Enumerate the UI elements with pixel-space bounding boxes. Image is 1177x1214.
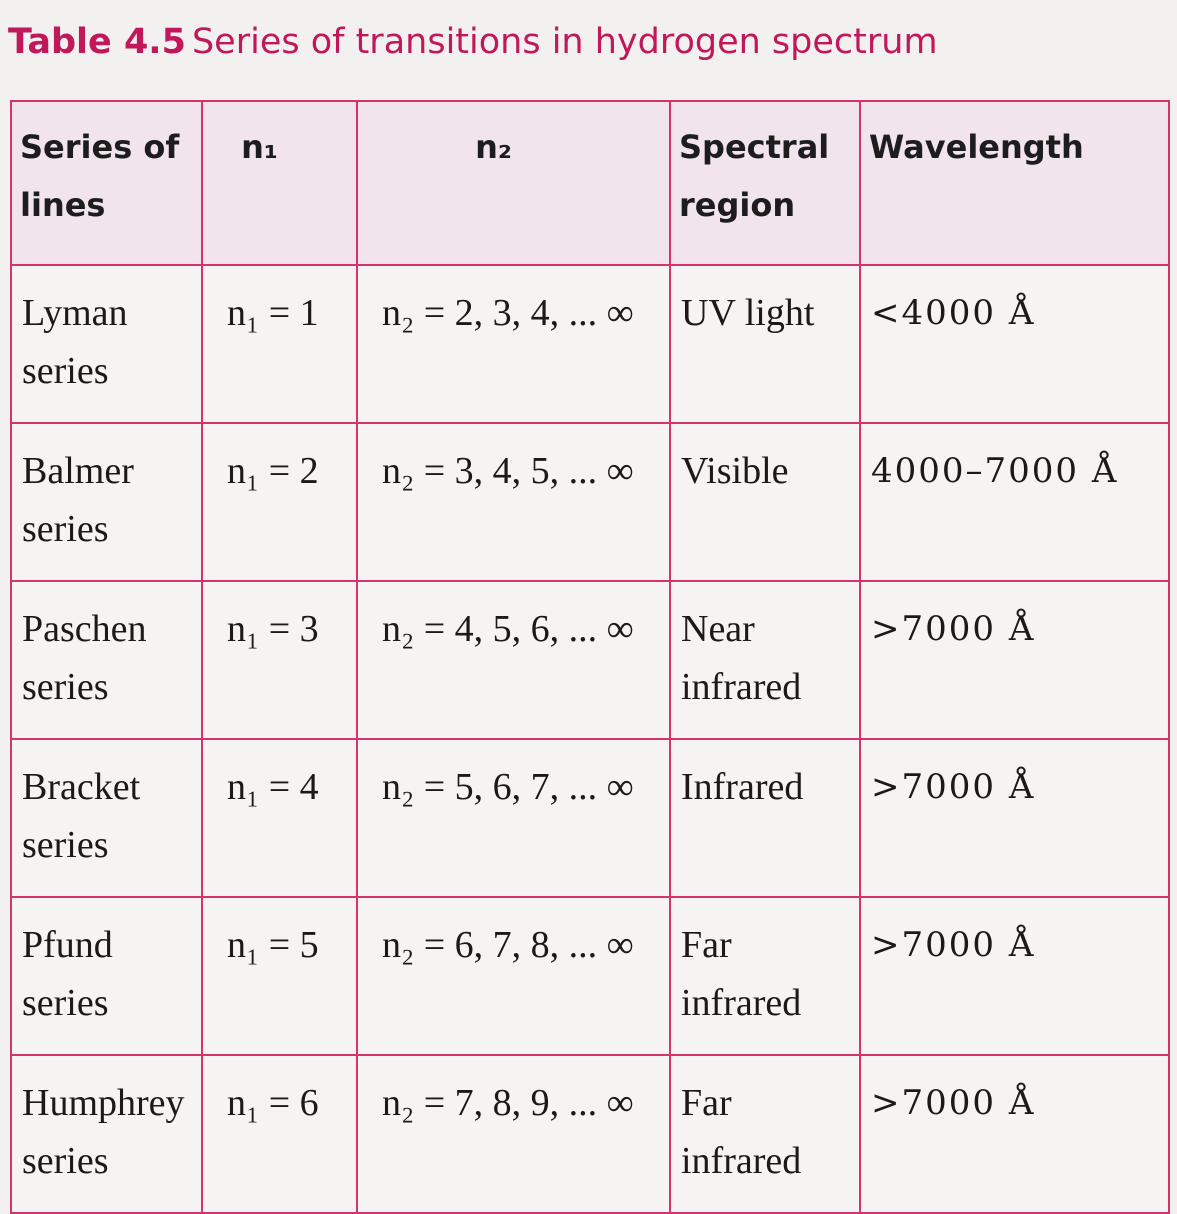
cell-wavelength: >7000 Å [860,739,1169,897]
cell-n2: n₂ = 3, 4, 5, ... ∞ [357,423,670,581]
cell-n2: n₂ = 4, 5, 6, ... ∞ [357,581,670,739]
cell-spectral-region: Far infrared [670,1055,860,1213]
header-row [11,101,1169,265]
table-row [11,423,1169,581]
cell-n1: n₁ = 1 [202,265,357,423]
table-header [11,101,1169,265]
cell-series: Humphrey series [11,1055,202,1213]
cell-n2: n₂ = 6, 7, 8, ... ∞ [357,897,670,1055]
header-wavelength: Wavelength [860,101,1169,265]
table-row [11,897,1169,1055]
cell-n2: n₂ = 7, 8, 9, ... ∞ [357,1055,670,1213]
cell-series: Balmer series [11,423,202,581]
cell-spectral-region: Near infrared [670,581,860,739]
cell-n1: n₁ = 2 [202,423,357,581]
header-n1: n₁ [202,101,357,265]
table-row [11,739,1169,897]
cell-n2: n₂ = 5, 6, 7, ... ∞ [357,739,670,897]
table-caption-title: Series of transitions in hydrogen spectrum [191,22,938,62]
cell-wavelength: >7000 Å [860,897,1169,1055]
table-row [11,1055,1169,1213]
cell-n1: n₁ = 3 [202,581,357,739]
cell-series: Pfund series [11,897,202,1055]
cell-spectral-region: Visible [670,423,860,581]
cell-series: Bracket series [11,739,202,897]
cell-n1: n₁ = 4 [202,739,357,897]
table-caption-number: Table 4.5 [8,22,186,62]
table-row [11,581,1169,739]
cell-spectral-region: Infrared [670,739,860,897]
cell-series: Lyman series [11,265,202,423]
header-spectral-region: Spectral region [670,101,860,265]
cell-wavelength: >7000 Å [860,1055,1169,1213]
table-caption [8,22,938,62]
cell-spectral-region: Far infrared [670,897,860,1055]
cell-n1: n₁ = 5 [202,897,357,1055]
cell-spectral-region: UV light [670,265,860,423]
cell-wavelength: <4000 Å [860,265,1169,423]
hydrogen-series-table [10,100,1170,1214]
cell-wavelength: >7000 Å [860,581,1169,739]
cell-n2: n₂ = 2, 3, 4, ... ∞ [357,265,670,423]
table-row [11,265,1169,423]
header-n2: n₂ [357,101,670,265]
table-body [11,265,1169,1213]
header-series-of-lines: Series of lines [11,101,202,265]
cell-n1: n₁ = 6 [202,1055,357,1213]
cell-wavelength: 4000–7000 Å [860,423,1169,581]
cell-series: Paschen series [11,581,202,739]
